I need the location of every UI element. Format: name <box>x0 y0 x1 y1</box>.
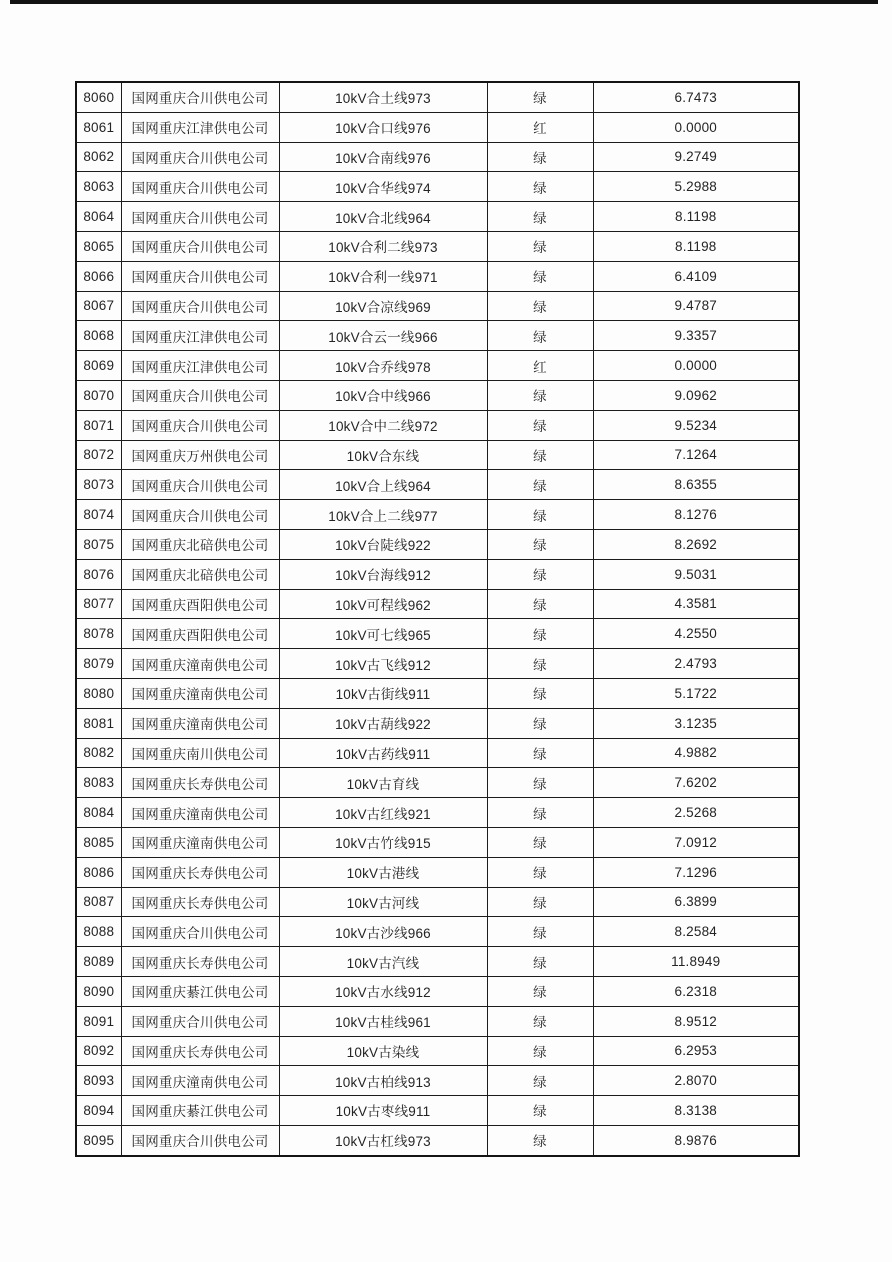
cell-company: 国网重庆潼南供电公司 <box>121 1066 279 1096</box>
cell-status-color: 绿 <box>487 1096 593 1126</box>
table-row <box>76 1096 799 1126</box>
cell-line-name: 10kV合中线966 <box>279 380 487 410</box>
cell-row-id: 8074 <box>76 500 121 530</box>
cell-value: 2.4793 <box>593 649 799 679</box>
cell-row-id: 8062 <box>76 142 121 172</box>
cell-company: 国网重庆合川供电公司 <box>121 410 279 440</box>
cell-row-id: 8075 <box>76 529 121 559</box>
cell-value: 8.6355 <box>593 470 799 500</box>
cell-status-color: 绿 <box>487 798 593 828</box>
top-edge-bar <box>10 0 878 4</box>
cell-status-color: 绿 <box>487 976 593 1006</box>
cell-company: 国网重庆长寿供电公司 <box>121 947 279 977</box>
cell-value: 6.3899 <box>593 887 799 917</box>
cell-row-id: 8080 <box>76 678 121 708</box>
cell-row-id: 8065 <box>76 231 121 261</box>
cell-row-id: 8094 <box>76 1096 121 1126</box>
cell-row-id: 8093 <box>76 1066 121 1096</box>
cell-value: 8.2692 <box>593 529 799 559</box>
table-row <box>76 261 799 291</box>
cell-line-name: 10kV古港线 <box>279 857 487 887</box>
cell-value: 9.3357 <box>593 321 799 351</box>
table-row <box>76 321 799 351</box>
cell-value: 11.8949 <box>593 947 799 977</box>
table-row <box>76 1125 799 1155</box>
table-body <box>76 82 799 1156</box>
cell-company: 国网重庆合川供电公司 <box>121 231 279 261</box>
cell-status-color: 绿 <box>487 261 593 291</box>
cell-line-name: 10kV合云一线966 <box>279 321 487 351</box>
cell-value: 0.0000 <box>593 351 799 381</box>
cell-line-name: 10kV古染线 <box>279 1036 487 1066</box>
table-row <box>76 1066 799 1096</box>
table-row <box>76 947 799 977</box>
table-row <box>76 917 799 947</box>
cell-line-name: 10kV古药线911 <box>279 738 487 768</box>
cell-value: 8.1198 <box>593 202 799 232</box>
cell-company: 国网重庆合川供电公司 <box>121 1006 279 1036</box>
cell-line-name: 10kV合中二线972 <box>279 410 487 440</box>
table-row <box>76 142 799 172</box>
cell-row-id: 8072 <box>76 440 121 470</box>
cell-value: 7.0912 <box>593 827 799 857</box>
cell-status-color: 绿 <box>487 1066 593 1096</box>
cell-value: 7.1264 <box>593 440 799 470</box>
cell-company: 国网重庆酉阳供电公司 <box>121 589 279 619</box>
cell-value: 7.6202 <box>593 768 799 798</box>
cell-value: 6.2953 <box>593 1036 799 1066</box>
table-row <box>76 827 799 857</box>
cell-status-color: 绿 <box>487 768 593 798</box>
cell-row-id: 8091 <box>76 1006 121 1036</box>
cell-status-color: 绿 <box>487 500 593 530</box>
table-row <box>76 380 799 410</box>
cell-line-name: 10kV合南线976 <box>279 142 487 172</box>
cell-row-id: 8081 <box>76 708 121 738</box>
cell-line-name: 10kV古水线912 <box>279 976 487 1006</box>
cell-company: 国网重庆潼南供电公司 <box>121 649 279 679</box>
cell-row-id: 8092 <box>76 1036 121 1066</box>
table-row <box>76 768 799 798</box>
cell-row-id: 8076 <box>76 559 121 589</box>
cell-status-color: 绿 <box>487 738 593 768</box>
cell-status-color: 红 <box>487 112 593 142</box>
cell-row-id: 8064 <box>76 202 121 232</box>
cell-value: 5.1722 <box>593 678 799 708</box>
table-row <box>76 559 799 589</box>
cell-row-id: 8090 <box>76 976 121 1006</box>
cell-value: 7.1296 <box>593 857 799 887</box>
cell-line-name: 10kV古葫线922 <box>279 708 487 738</box>
cell-company: 国网重庆万州供电公司 <box>121 440 279 470</box>
cell-status-color: 绿 <box>487 589 593 619</box>
cell-row-id: 8078 <box>76 619 121 649</box>
cell-value: 2.5268 <box>593 798 799 828</box>
cell-company: 国网重庆合川供电公司 <box>121 261 279 291</box>
cell-company: 国网重庆合川供电公司 <box>121 172 279 202</box>
cell-line-name: 10kV合华线974 <box>279 172 487 202</box>
cell-value: 8.1198 <box>593 231 799 261</box>
cell-company: 国网重庆綦江供电公司 <box>121 976 279 1006</box>
cell-value: 4.9882 <box>593 738 799 768</box>
table-row <box>76 172 799 202</box>
cell-value: 4.2550 <box>593 619 799 649</box>
cell-row-id: 8086 <box>76 857 121 887</box>
cell-company: 国网重庆綦江供电公司 <box>121 1096 279 1126</box>
cell-value: 8.2584 <box>593 917 799 947</box>
cell-line-name: 10kV古育线 <box>279 768 487 798</box>
cell-status-color: 绿 <box>487 887 593 917</box>
table-row <box>76 1006 799 1036</box>
cell-company: 国网重庆江津供电公司 <box>121 321 279 351</box>
cell-status-color: 绿 <box>487 440 593 470</box>
table-row <box>76 798 799 828</box>
table-row <box>76 857 799 887</box>
table-row <box>76 500 799 530</box>
cell-row-id: 8061 <box>76 112 121 142</box>
cell-company: 国网重庆合川供电公司 <box>121 1125 279 1155</box>
cell-company: 国网重庆合川供电公司 <box>121 291 279 321</box>
cell-company: 国网重庆江津供电公司 <box>121 351 279 381</box>
cell-status-color: 绿 <box>487 559 593 589</box>
table-row <box>76 678 799 708</box>
cell-value: 8.9512 <box>593 1006 799 1036</box>
cell-row-id: 8095 <box>76 1125 121 1155</box>
table-row <box>76 440 799 470</box>
table-row <box>76 470 799 500</box>
cell-company: 国网重庆南川供电公司 <box>121 738 279 768</box>
cell-row-id: 8067 <box>76 291 121 321</box>
cell-line-name: 10kV合凉线969 <box>279 291 487 321</box>
cell-status-color: 绿 <box>487 827 593 857</box>
cell-company: 国网重庆长寿供电公司 <box>121 1036 279 1066</box>
cell-value: 8.1276 <box>593 500 799 530</box>
cell-status-color: 绿 <box>487 529 593 559</box>
cell-value: 4.3581 <box>593 589 799 619</box>
cell-status-color: 绿 <box>487 678 593 708</box>
cell-status-color: 绿 <box>487 1006 593 1036</box>
table-row <box>76 1036 799 1066</box>
cell-company: 国网重庆北碚供电公司 <box>121 559 279 589</box>
cell-value: 2.8070 <box>593 1066 799 1096</box>
cell-company: 国网重庆合川供电公司 <box>121 917 279 947</box>
cell-company: 国网重庆合川供电公司 <box>121 142 279 172</box>
cell-line-name: 10kV古街线911 <box>279 678 487 708</box>
cell-status-color: 绿 <box>487 1036 593 1066</box>
cell-row-id: 8068 <box>76 321 121 351</box>
cell-row-id: 8071 <box>76 410 121 440</box>
cell-company: 国网重庆长寿供电公司 <box>121 887 279 917</box>
cell-line-name: 10kV古枣线911 <box>279 1096 487 1126</box>
cell-line-name: 10kV合口线976 <box>279 112 487 142</box>
cell-status-color: 绿 <box>487 1125 593 1155</box>
cell-value: 9.4787 <box>593 291 799 321</box>
table-row <box>76 649 799 679</box>
cell-value: 9.5234 <box>593 410 799 440</box>
cell-company: 国网重庆潼南供电公司 <box>121 678 279 708</box>
cell-value: 5.2988 <box>593 172 799 202</box>
cell-row-id: 8063 <box>76 172 121 202</box>
cell-status-color: 绿 <box>487 649 593 679</box>
cell-row-id: 8066 <box>76 261 121 291</box>
table-row <box>76 410 799 440</box>
cell-line-name: 10kV古杠线973 <box>279 1125 487 1155</box>
cell-line-name: 10kV古沙线966 <box>279 917 487 947</box>
cell-row-id: 8084 <box>76 798 121 828</box>
cell-row-id: 8082 <box>76 738 121 768</box>
cell-company: 国网重庆长寿供电公司 <box>121 768 279 798</box>
cell-company: 国网重庆合川供电公司 <box>121 82 279 112</box>
cell-row-id: 8060 <box>76 82 121 112</box>
table-row <box>76 887 799 917</box>
cell-company: 国网重庆合川供电公司 <box>121 500 279 530</box>
cell-row-id: 8077 <box>76 589 121 619</box>
cell-line-name: 10kV台海线912 <box>279 559 487 589</box>
cell-status-color: 绿 <box>487 947 593 977</box>
table-row <box>76 738 799 768</box>
table-row <box>76 231 799 261</box>
table-row <box>76 976 799 1006</box>
table-row <box>76 112 799 142</box>
cell-status-color: 绿 <box>487 142 593 172</box>
cell-status-color: 绿 <box>487 410 593 440</box>
cell-value: 6.7473 <box>593 82 799 112</box>
cell-status-color: 绿 <box>487 321 593 351</box>
cell-line-name: 10kV古竹线915 <box>279 827 487 857</box>
cell-line-name: 10kV古桂线961 <box>279 1006 487 1036</box>
cell-line-name: 10kV古汽线 <box>279 947 487 977</box>
cell-line-name: 10kV合上二线977 <box>279 500 487 530</box>
cell-status-color: 绿 <box>487 470 593 500</box>
cell-status-color: 绿 <box>487 917 593 947</box>
cell-line-name: 10kV古柏线913 <box>279 1066 487 1096</box>
cell-company: 国网重庆合川供电公司 <box>121 470 279 500</box>
cell-row-id: 8069 <box>76 351 121 381</box>
cell-value: 6.4109 <box>593 261 799 291</box>
cell-status-color: 红 <box>487 351 593 381</box>
cell-value: 8.3138 <box>593 1096 799 1126</box>
power-line-table <box>75 81 800 1157</box>
cell-line-name: 10kV合上线964 <box>279 470 487 500</box>
cell-line-name: 10kV可程线962 <box>279 589 487 619</box>
cell-row-id: 8083 <box>76 768 121 798</box>
cell-company: 国网重庆合川供电公司 <box>121 380 279 410</box>
cell-row-id: 8085 <box>76 827 121 857</box>
cell-value: 6.2318 <box>593 976 799 1006</box>
cell-line-name: 10kV古红线921 <box>279 798 487 828</box>
cell-company: 国网重庆合川供电公司 <box>121 202 279 232</box>
cell-line-name: 10kV可七线965 <box>279 619 487 649</box>
cell-line-name: 10kV合利一线971 <box>279 261 487 291</box>
cell-status-color: 绿 <box>487 202 593 232</box>
cell-company: 国网重庆长寿供电公司 <box>121 857 279 887</box>
cell-value: 3.1235 <box>593 708 799 738</box>
cell-status-color: 绿 <box>487 708 593 738</box>
cell-row-id: 8070 <box>76 380 121 410</box>
cell-company: 国网重庆潼南供电公司 <box>121 708 279 738</box>
cell-status-color: 绿 <box>487 380 593 410</box>
cell-status-color: 绿 <box>487 231 593 261</box>
cell-company: 国网重庆江津供电公司 <box>121 112 279 142</box>
cell-line-name: 10kV合乔线978 <box>279 351 487 381</box>
cell-company: 国网重庆潼南供电公司 <box>121 827 279 857</box>
cell-company: 国网重庆潼南供电公司 <box>121 798 279 828</box>
cell-line-name: 10kV合土线973 <box>279 82 487 112</box>
table-row <box>76 589 799 619</box>
table-row <box>76 619 799 649</box>
cell-line-name: 10kV合利二线973 <box>279 231 487 261</box>
table-row <box>76 291 799 321</box>
cell-line-name: 10kV合东线 <box>279 440 487 470</box>
cell-status-color: 绿 <box>487 82 593 112</box>
cell-value: 9.5031 <box>593 559 799 589</box>
table-row <box>76 529 799 559</box>
cell-row-id: 8073 <box>76 470 121 500</box>
cell-status-color: 绿 <box>487 857 593 887</box>
cell-line-name: 10kV台陡线922 <box>279 529 487 559</box>
cell-value: 8.9876 <box>593 1125 799 1155</box>
cell-row-id: 8088 <box>76 917 121 947</box>
cell-value: 9.0962 <box>593 380 799 410</box>
cell-company: 国网重庆酉阳供电公司 <box>121 619 279 649</box>
cell-row-id: 8089 <box>76 947 121 977</box>
cell-value: 0.0000 <box>593 112 799 142</box>
table-row <box>76 708 799 738</box>
table-row <box>76 351 799 381</box>
cell-line-name: 10kV古飞线912 <box>279 649 487 679</box>
table-row <box>76 202 799 232</box>
cell-row-id: 8079 <box>76 649 121 679</box>
cell-status-color: 绿 <box>487 619 593 649</box>
cell-line-name: 10kV合北线964 <box>279 202 487 232</box>
cell-line-name: 10kV古河线 <box>279 887 487 917</box>
cell-status-color: 绿 <box>487 172 593 202</box>
table-row <box>76 82 799 112</box>
cell-company: 国网重庆北碚供电公司 <box>121 529 279 559</box>
cell-row-id: 8087 <box>76 887 121 917</box>
cell-status-color: 绿 <box>487 291 593 321</box>
cell-value: 9.2749 <box>593 142 799 172</box>
